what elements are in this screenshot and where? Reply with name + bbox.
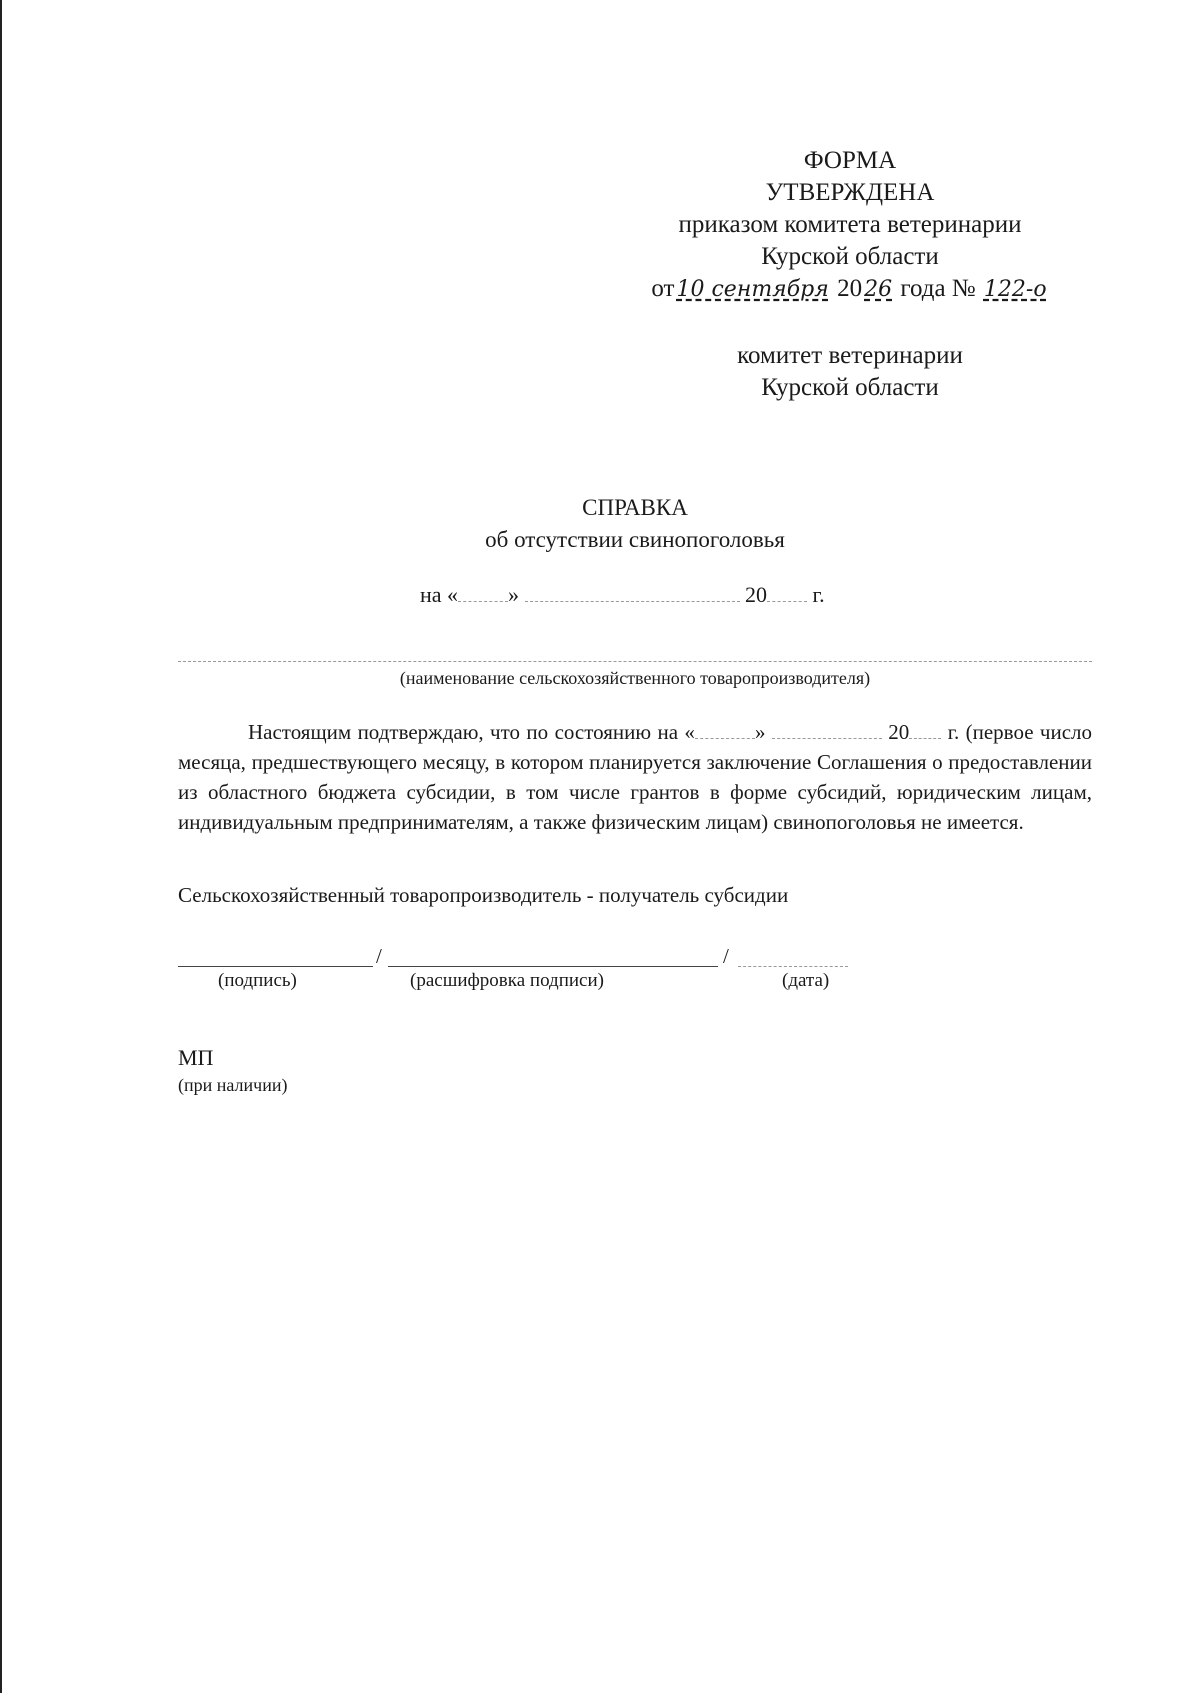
handwritten-date: 10 сентября [676, 277, 829, 302]
page-left-edge [0, 0, 2, 1693]
date-caption: (дата) [782, 970, 830, 991]
approval-order-text: приказом комитета ветеринарии [678, 211, 1022, 238]
body-day-blank[interactable] [695, 720, 755, 739]
body-year-suffix: г. [947, 720, 960, 744]
as-of-year-prefix: 20 [745, 582, 768, 607]
day-blank[interactable] [458, 583, 508, 602]
signature-decoding-blank[interactable] [388, 966, 718, 967]
form-label: ФОРМА [803, 147, 897, 174]
producer-name-blank[interactable] [178, 660, 1092, 662]
signature-blank[interactable] [178, 966, 373, 967]
addressee-line-2: Курской области [761, 374, 939, 401]
year-prefix: 20 [837, 275, 863, 302]
date-prefix: от [651, 275, 675, 302]
seal-note: (при наличии) [178, 1075, 288, 1095]
year-blank[interactable] [767, 583, 807, 602]
signature-caption: (подпись) [218, 970, 297, 991]
signature-row [178, 943, 858, 967]
certification-paragraph [178, 717, 1092, 837]
producer-caption: (наименование сельскохозяйственного товаропроизводителя) [399, 668, 871, 688]
date-blank[interactable] [738, 966, 848, 967]
signature-decoding-caption: (расшифровка подписи) [410, 970, 604, 991]
as-of-prefix: на « [420, 582, 459, 607]
seal-label: МП [178, 1045, 214, 1070]
approved-label: УТВЕРЖДЕНА [765, 179, 935, 206]
handwritten-order-number: 122-о [983, 277, 1047, 302]
title-subheading: об отсутствии свинопоголовья [485, 527, 785, 552]
document-title [400, 492, 870, 556]
addressee-line-1: комитет ветеринарии [737, 342, 963, 369]
approval-region: Курской области [761, 243, 939, 270]
signer-label: Сельскохозяйственный товаропроизводитель - получатель субсидии [178, 883, 789, 907]
body-year-blank[interactable] [909, 720, 941, 739]
body-year-prefix: 20 [888, 720, 910, 744]
body-month-blank[interactable] [772, 720, 882, 739]
slash-1: / [376, 944, 382, 968]
body-start: Настоящим подтверждаю, что по состоянию на « [248, 720, 695, 744]
title-heading: СПРАВКА [582, 495, 688, 520]
body-close-quote: » [754, 720, 766, 744]
addressee-block [680, 340, 1020, 404]
handwritten-year: 26 [864, 277, 893, 302]
slash-2: / [723, 944, 729, 968]
approval-date-line [630, 273, 1070, 306]
approval-block [630, 145, 1070, 306]
as-of-year-suffix: г. [812, 582, 825, 607]
as-of-close-quote: » [508, 582, 520, 607]
as-of-date-line [420, 582, 825, 608]
month-blank[interactable] [525, 583, 740, 602]
body-rest: (первое число месяца, предшествующего месяцу, в котором планируется заключение Соглашения о предоставлении из областного бюджета субсидии, в том числе грантов в форме субсидий, юридическим лицам, индивидуальным предпринимателям, а также физическим лицам) свинопоголовья не имеется. [178, 720, 1093, 834]
year-word: года № [900, 275, 976, 302]
